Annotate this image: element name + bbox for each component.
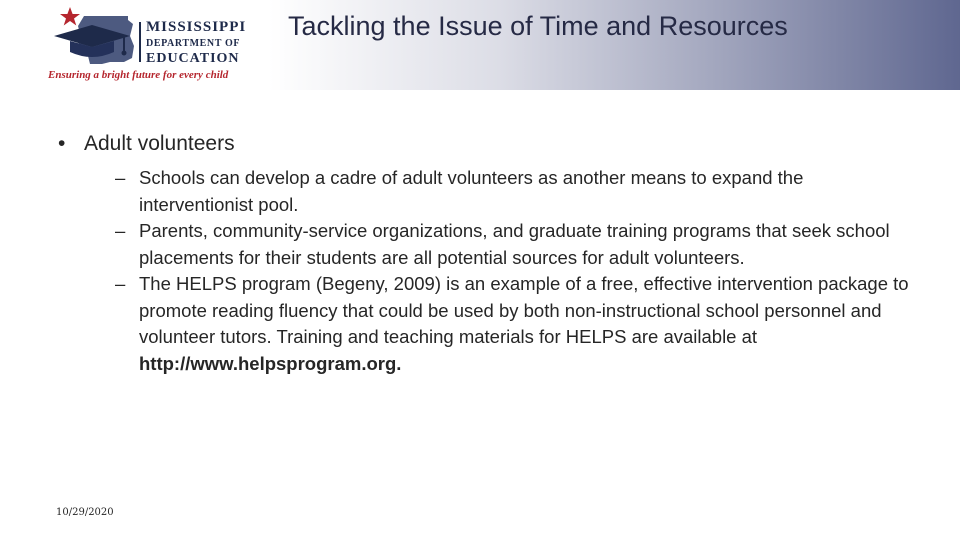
sub-bullet-item: [115, 271, 918, 377]
slide-body: [58, 131, 918, 377]
logo-tagline: Ensuring a bright future for every child: [48, 69, 229, 81]
logo-wordmark: [146, 20, 246, 66]
slide-title: Tackling the Issue of Time and Resources: [288, 11, 788, 41]
sub-bullet-list: [115, 165, 918, 377]
bullet-marker: •: [58, 132, 66, 155]
sub-bullet-item: [115, 165, 918, 218]
sub-bullet-text-with-link: [139, 271, 918, 377]
star-icon: [60, 7, 80, 26]
header-band: [0, 0, 960, 90]
mde-logo: [44, 6, 272, 86]
logo-divider: [139, 22, 141, 62]
logo-name-line2: DEPARTMENT OF: [146, 38, 241, 49]
sub-bullet-marker: –: [115, 220, 126, 241]
logo-name-line1: MISSISSIPPI: [146, 19, 247, 35]
footer-date: 10/29/2020: [56, 507, 114, 518]
sub-bullet-marker: –: [115, 167, 126, 188]
bullet-text: Adult volunteers: [84, 132, 235, 155]
logo-name-line3: EDUCATION: [146, 51, 240, 66]
sub-bullet-text: Parents, community-service organizations, and graduate training programs that seek school placements for their students are all potential sources for adult volunteers.: [139, 220, 890, 268]
sub-bullet-item: [115, 218, 918, 271]
sub-bullet-text: The HELPS program (Begeny, 2009) is an example of a free, effective intervention package to promote reading fluency that could be used by both non-instructional school personnel and volunteer tutors. Training and teaching materials for HELPS are available at: [139, 273, 909, 347]
bullet-item: [58, 131, 918, 157]
helps-url-link[interactable]: http://www.helpsprogram.org.: [139, 352, 402, 374]
sub-bullet-text: Schools can develop a cadre of adult volunteers as another means to expand the interventionist pool.: [139, 167, 804, 215]
sub-bullet-marker: –: [115, 273, 126, 294]
